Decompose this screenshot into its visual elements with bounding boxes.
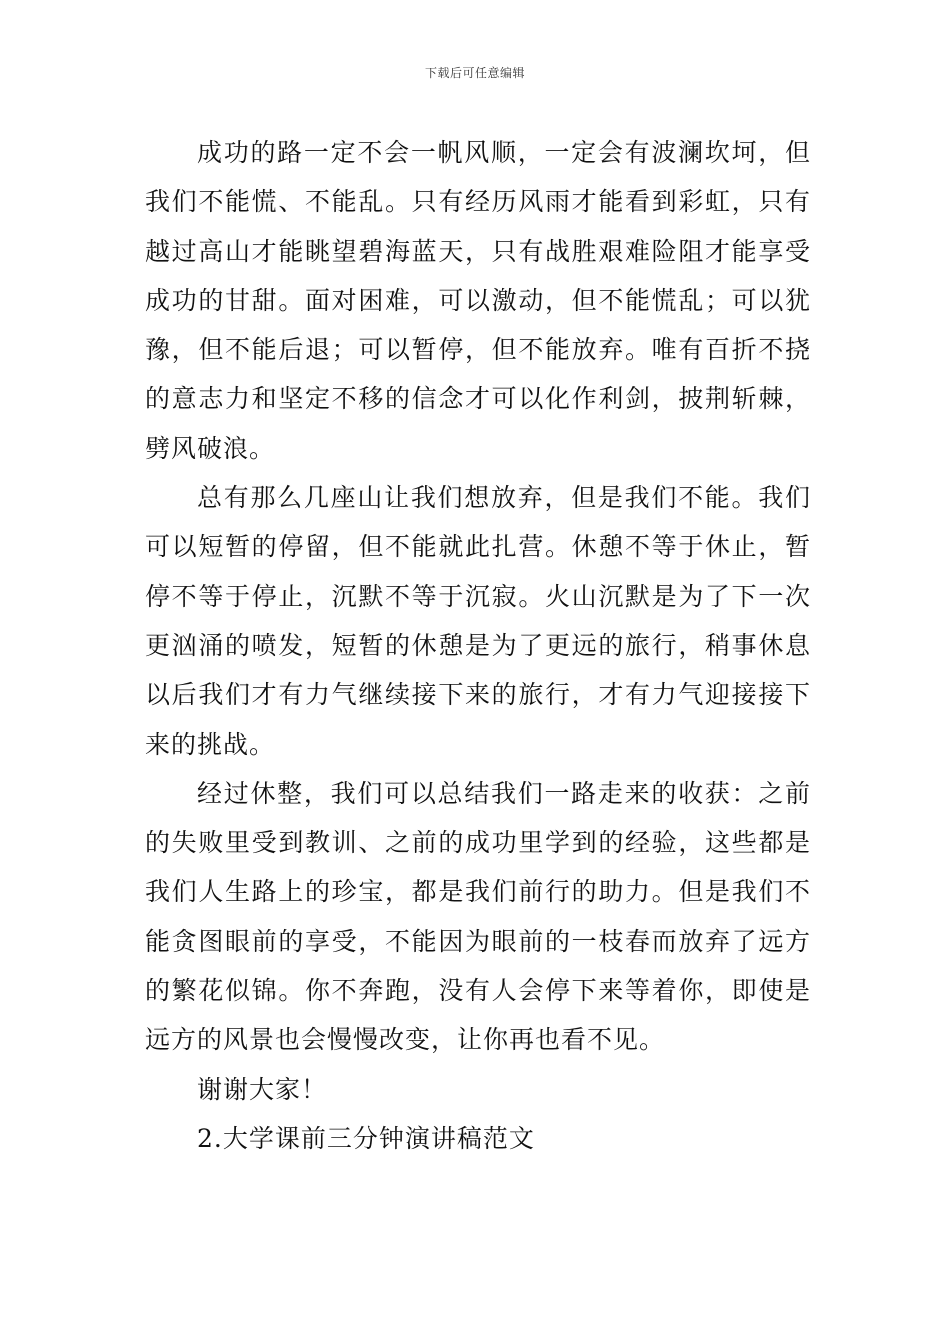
- paragraph-mountains: 总有那么几座山让我们想放弃，但是我们不能。我们可以短暂的停留，但不能就此扎营。休憩不等于休止，暂停不等于停止，沉默不等于沉寂。火山沉默是为了下一次更汹涌的喷发，短暂的休憩是为了更远的旅行，稍事休息以后我们才有力气继续接下来的旅行，才有力气迎接接下来的挑战。: [145, 483, 811, 759]
- paragraph-thanks: 谢谢大家！: [197, 1074, 328, 1104]
- document-body: [145, 128, 811, 1163]
- page-header-note: 下载后可任意编辑: [424, 66, 525, 80]
- paragraph-reflection: 经过休整，我们可以总结我们一路走来的收获：之前的失败里受到教训、之前的成功里学到的经验，这些都是我们人生路上的珍宝，都是我们前行的助力。但是我们不能贪图眼前的享受，不能因为眼前的一枝春而放弃了远方的繁花似锦。你不奔跑，没有人会停下来等着你，即使是远方的风景也会慢慢改变，让你再也看不见。: [145, 778, 811, 1055]
- section-heading: 2.大学课前三分钟演讲稿范文: [197, 1123, 535, 1153]
- paragraph-success-path: 成功的路一定不会一帆风顺，一定会有波澜坎坷，但我们不能慌、不能乱。只有经历风雨才能看到彩虹，只有越过高山才能眺望碧海蓝天，只有战胜艰难险阻才能享受成功的甘甜。面对困难，可以激动，但不能慌乱；可以犹豫，但不能后退；可以暂停，但不能放弃。唯有百折不挠的意志力和坚定不移的信念才可以化作利剑，披荆斩棘，劈风破浪。: [145, 138, 811, 463]
